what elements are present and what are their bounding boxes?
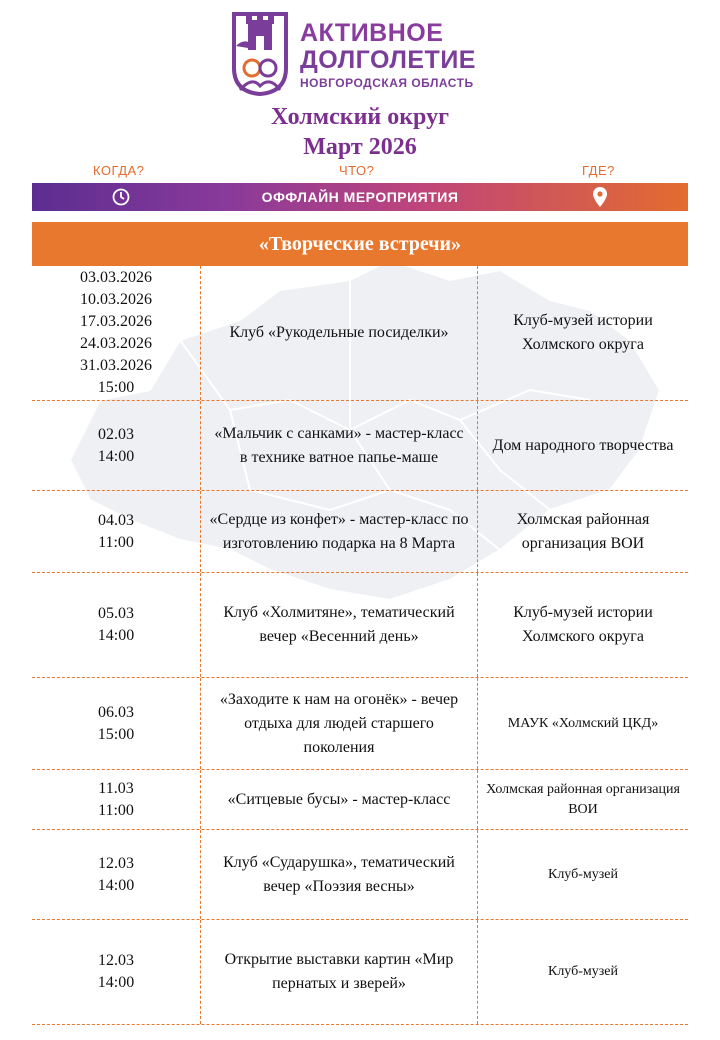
- events-table: [32, 266, 688, 1025]
- event-location: Клуб-музей истории Холмского округа: [513, 604, 653, 645]
- logo-title-line1: АКТИВНОЕ: [300, 19, 444, 47]
- event-date: 24.03.2026: [80, 335, 152, 352]
- event-title: Клуб «Холмитяне», тематический вечер «Весенний день»: [200, 573, 478, 677]
- table-row: [32, 830, 688, 920]
- table-row: [32, 770, 688, 830]
- event-date: 31.03.2026: [80, 357, 152, 374]
- event-location: Клуб-музей: [547, 964, 619, 979]
- event-when: [32, 830, 200, 919]
- event-date: 04.03: [98, 511, 134, 529]
- table-row: [32, 573, 688, 678]
- event-location: Холмская районная организация ВОИ: [516, 510, 650, 552]
- column-header-where: ГДЕ?: [582, 163, 615, 178]
- table-row: [32, 401, 688, 491]
- event-location: Холмская районная организация ВОИ: [486, 781, 680, 817]
- table-row: [32, 678, 688, 770]
- table-row: [32, 266, 688, 401]
- district-title: Холмский округ: [271, 104, 449, 130]
- offline-events-banner: [32, 183, 688, 211]
- logo-subtitle: НОВГОРОДСКАЯ ОБЛАСТЬ: [300, 76, 474, 90]
- table-row: [32, 920, 688, 1025]
- event-title: «Мальчик с санками» - мастер-класс в технике ватное папье-маше: [200, 401, 478, 490]
- event-location: Дом народного творчества: [492, 436, 674, 454]
- event-date: 02.03: [98, 425, 134, 443]
- event-location: Клуб-музей истории Холмского округа: [513, 312, 653, 353]
- event-location: МАУК «Холмский ЦКД»: [507, 715, 659, 731]
- column-header-what: ЧТО?: [339, 163, 375, 178]
- event-time: 14:00: [97, 627, 135, 644]
- event-time: 14:00: [97, 876, 135, 894]
- event-when: [32, 491, 200, 572]
- section-title: «Творческие встречи»: [32, 222, 688, 266]
- event-location: Клуб-музей: [547, 866, 619, 882]
- event-time: 14:00: [97, 974, 135, 991]
- table-row: [32, 491, 688, 573]
- event-time: 15:00: [97, 725, 135, 743]
- event-title: Клуб «Рукодельные посиделки»: [200, 266, 478, 400]
- event-title: «Заходите к нам на огонёк» - вечер отдыха для людей старшего поколения: [200, 678, 478, 769]
- event-when: [32, 920, 200, 1024]
- event-date: 06.03: [98, 703, 134, 721]
- location-pin-icon: [592, 186, 608, 208]
- event-date: 03.03.2026: [80, 269, 152, 286]
- event-title: Клуб «Сударушка», тематический вечер «Поэзия весны»: [200, 830, 478, 919]
- event-time: 15:00: [97, 379, 135, 396]
- event-time: 11:00: [98, 801, 134, 819]
- banner-title: ОФФЛАЙН МЕРОПРИЯТИЯ: [261, 189, 459, 205]
- event-when: [32, 401, 200, 490]
- event-when: [32, 266, 200, 400]
- logo-emblem-icon: [230, 10, 290, 96]
- event-date: 17.03.2026: [80, 313, 152, 330]
- event-title: Открытие выставки картин «Мир пернатых и зверей»: [200, 920, 478, 1024]
- event-title: «Сердце из конфет» - мастер-класс по изготовлению подарка на 8 Марта: [200, 491, 478, 572]
- logo-title-line2: ДОЛГОЛЕТИЕ: [300, 46, 476, 74]
- event-date: 12.03: [98, 854, 134, 872]
- column-header-when: КОГДА?: [93, 163, 145, 178]
- event-date: 05.03: [98, 605, 134, 622]
- event-title: «Ситцевые бусы» - мастер-класс: [200, 770, 478, 829]
- month-title: Март 2026: [303, 134, 417, 160]
- event-time: 14:00: [97, 447, 135, 465]
- event-date: 11.03: [98, 779, 134, 797]
- event-date: 10.03.2026: [80, 291, 152, 308]
- event-time: 11:00: [98, 533, 134, 551]
- event-when: [32, 678, 200, 769]
- event-when: [32, 770, 200, 829]
- logo: [230, 10, 500, 96]
- event-date: 12.03: [98, 952, 134, 969]
- event-when: [32, 573, 200, 677]
